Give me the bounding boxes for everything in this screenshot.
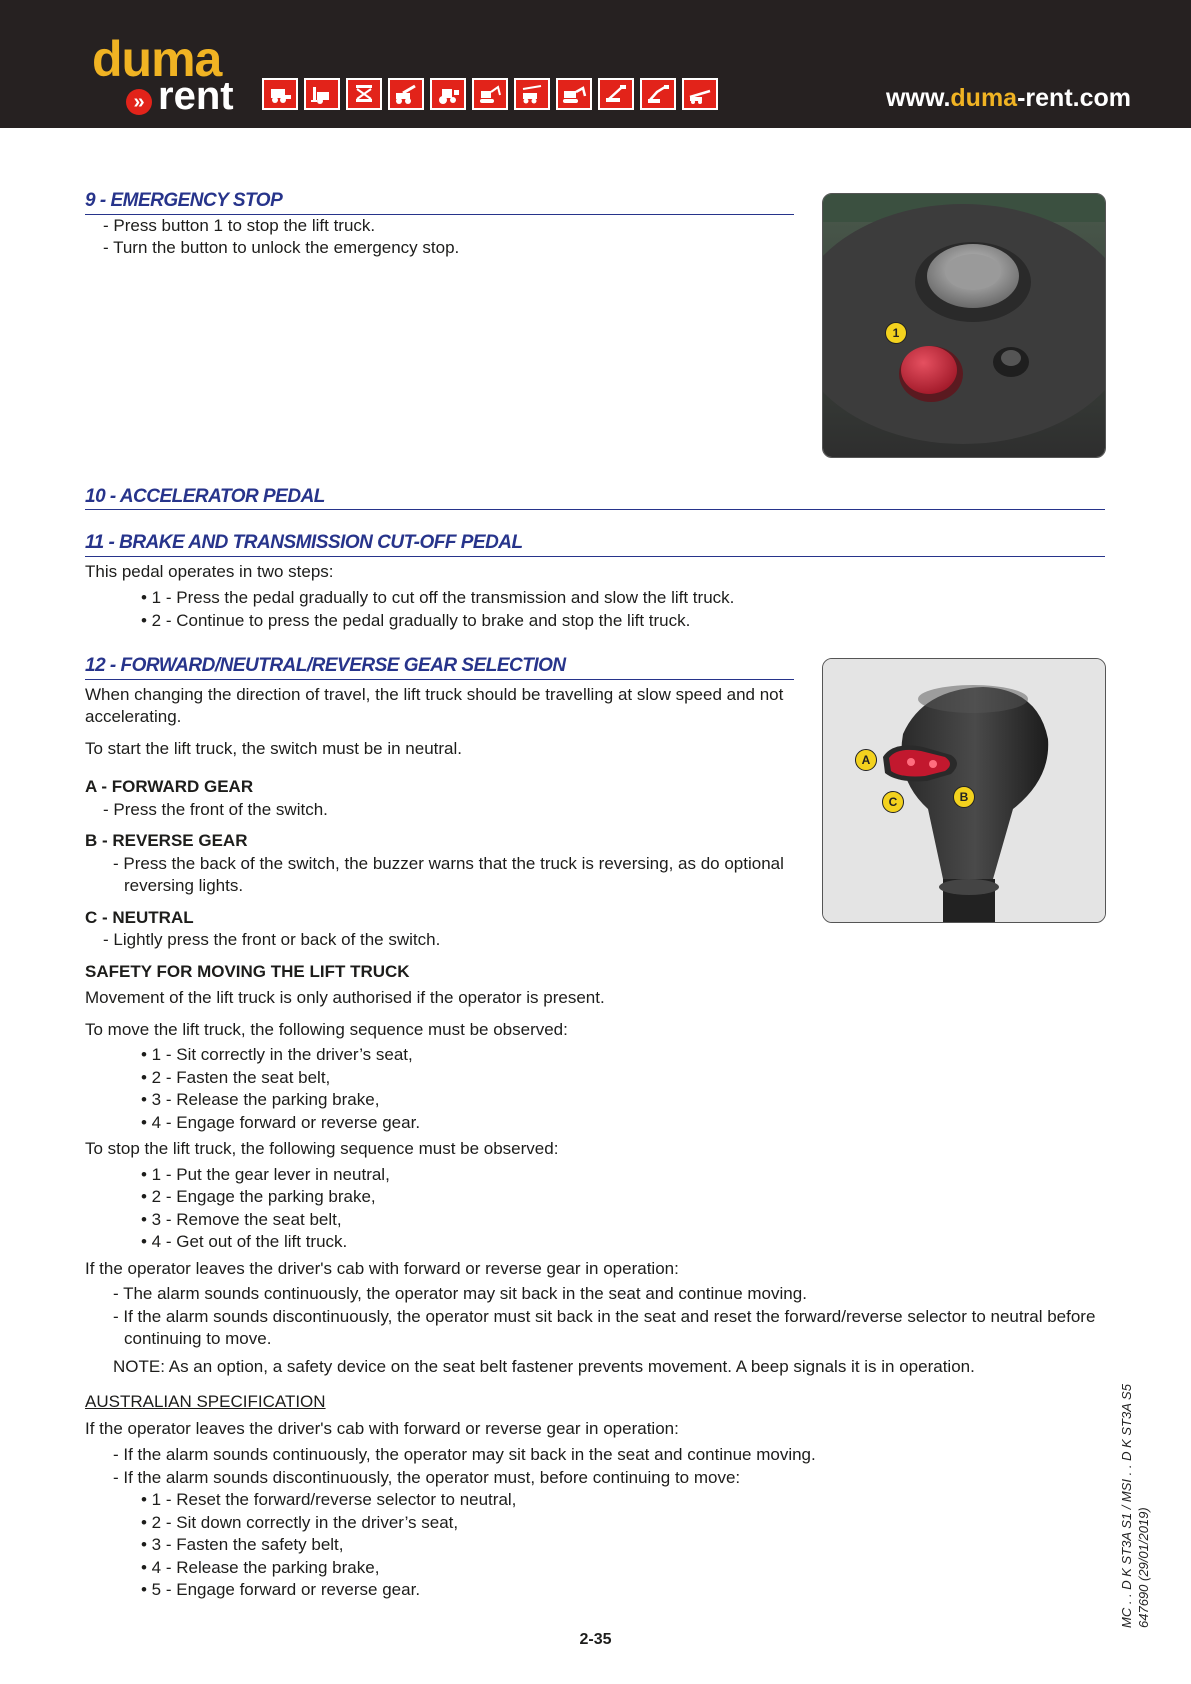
aus-step-4: • 4 - Release the parking brake, [141,1557,380,1577]
page-header [0,0,1191,128]
logo-duma-text: duma [92,31,222,87]
s9-line-1: - Press button 1 to stop the lift truck. [103,215,376,235]
s9-line-2: - Turn the button to unlock the emergency stop. [103,238,460,257]
safety-stop-4: • 4 - Get out of the lift truck. [141,1232,348,1251]
page-number: 2-35 [579,1631,612,1648]
website-url[interactable]: www.duma-rent.com [886,84,1131,112]
safety-stop-3: • 3 - Remove the seat belt, [141,1209,342,1229]
s11-intro: This pedal operates in two steps: [85,561,334,581]
s12-forward-title: A - FORWARD GEAR [85,777,254,796]
section-9-title: 9 - EMERGENCY STOP [85,190,794,215]
boom-lift-icon [598,78,634,110]
articulated-boom-icon [640,78,676,110]
safety-leave-2: - If the alarm sounds discontinuously, the operator must sit back in the seat and reset the forward/reverse selector to neutral before continuing to move. [113,1306,1096,1348]
doc-ref-line-2: 647690 (29/01/2019) [1136,1507,1151,1628]
aus-d1: - If the alarm sounds continuously, the operator may sit back in the seat and continue moving. [113,1445,816,1464]
safety-move-3: • 3 - Release the parking brake, [141,1090,380,1109]
aus-step-3: • 3 - Fasten the safety belt, [141,1535,344,1554]
safety-p1: Movement of the lift truck is only authorised if the operator is present. [85,988,605,1007]
safety-note: NOTE: As an option, a safety device on the seat belt fastener prevents movement. A beep signals it is in operation. [113,1356,975,1376]
aus-title: AUSTRALIAN SPECIFICATION [85,1392,326,1411]
s11-bullet-2: • 2 - Continue to press the pedal gradually to brake and stop the lift truck. [141,610,691,630]
s12-reverse-title: B - REVERSE GEAR [85,831,248,850]
s12-p1: When changing the direction of travel, the lift truck should be travelling at slow speed and not accelerating. [85,684,784,726]
s12-forward-text: - Press the front of the switch. [103,799,328,819]
scissor-lift-icon [346,78,382,110]
aus-p1: If the operator leaves the driver's cab with forward or reverse gear in operation: [85,1418,679,1438]
s12-neutral-title: C - NEUTRAL [85,907,194,927]
excavator-icon [556,78,592,110]
doc-ref-line-1: MC . . D K ST3A S1 / MSI . . D K ST3A S5 [1119,1384,1134,1628]
section-10-title: 10 - ACCELERATOR PEDAL [85,486,1105,511]
safety-leave-1: - The alarm sounds continuously, the operator may sit back in the seat and continue moving. [113,1284,807,1303]
document-reference [1118,1384,1152,1628]
callout-a-badge: A [855,749,877,771]
safety-stop-2: • 2 - Engage the parking brake, [141,1187,376,1206]
safety-move-2: • 2 - Fasten the seat belt, [141,1067,331,1087]
safety-stop-1: • 1 - Put the gear lever in neutral, [141,1164,390,1184]
equipment-icon-strip [262,78,718,110]
aus-step-5: • 5 - Engage forward or reverse gear. [141,1580,421,1599]
safety-p3: To stop the lift truck, the following sequence must be observed: [85,1139,559,1158]
s12-neutral-text: - Lightly press the front or back of the switch. [103,930,441,949]
aus-d2: - If the alarm sounds discontinuously, the operator must, before continuing to move: [113,1467,741,1487]
loader-icon [430,78,466,110]
aus-step-2: • 2 - Sit down correctly in the driver’s seat, [141,1512,459,1532]
page-content [85,190,1105,1602]
crane-icon [514,78,550,110]
skid-steer-icon [262,78,298,110]
aus-step-1: • 1 - Reset the forward/reverse selector to neutral, [141,1490,517,1509]
mini-excavator-icon [472,78,508,110]
section-12-title: 12 - FORWARD/NEUTRAL/REVERSE GEAR SELECTION [85,655,794,680]
callout-1-badge: 1 [885,322,907,344]
section-11-title: 11 - BRAKE AND TRANSMISSION CUT-OFF PEDAL [85,532,1105,557]
safety-p2: To move the lift truck, the following sequence must be observed: [85,1019,568,1039]
callout-b-badge: B [953,786,975,808]
safety-move-1: • 1 - Sit correctly in the driver’s seat, [141,1045,413,1064]
callout-c-badge: C [882,791,904,813]
s12-p2: To start the lift truck, the switch must be in neutral. [85,738,462,758]
s11-bullet-1: • 1 - Press the pedal gradually to cut off the transmission and slow the lift truck. [141,588,735,607]
aerial-platform-icon [682,78,718,110]
safety-title: SAFETY FOR MOVING THE LIFT TRUCK [85,961,410,981]
logo-chevron-icon: » [126,89,152,115]
safety-move-4: • 4 - Engage forward or reverse gear. [141,1112,421,1132]
safety-p4: If the operator leaves the driver's cab with forward or reverse gear in operation: [85,1258,679,1278]
logo-rent-text: rent [158,74,234,118]
s12-reverse-text: - Press the back of the switch, the buzzer warns that the truck is reversing, as do optional reversing lights. [113,853,784,895]
telehandler-icon [388,78,424,110]
forklift-icon [304,78,340,110]
